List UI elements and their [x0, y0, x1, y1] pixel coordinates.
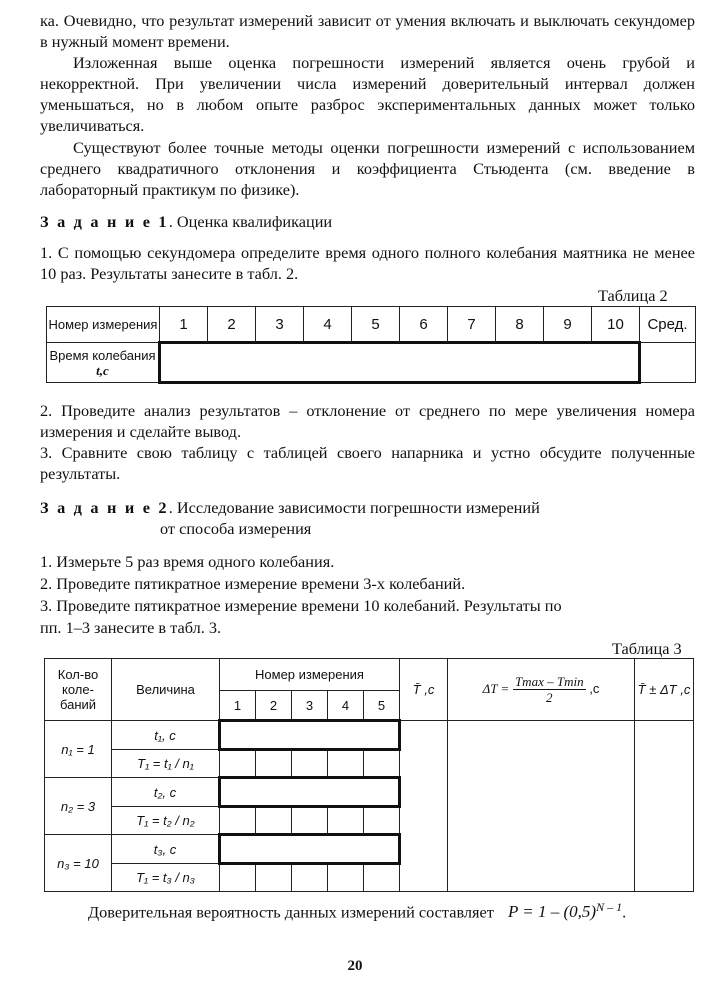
- table2-col: 8: [496, 307, 544, 343]
- table3-num: 4: [328, 691, 364, 721]
- page-number: 20: [347, 958, 363, 974]
- task1-heading: [40, 212, 332, 232]
- table3-row-t: t₃, с: [112, 835, 220, 864]
- table3-row-count: n₃ = 10: [45, 835, 112, 892]
- table3-header-mean: T̄ ,с: [400, 659, 448, 721]
- table3-row-count: n₁ = 1: [45, 721, 112, 778]
- table3-row-count: n₂ = 3: [45, 778, 112, 835]
- task2-title-line1: . Исследование зависимости погрешности измерений: [168, 498, 540, 517]
- table3-delta-cell: [448, 721, 635, 892]
- table3-num: 5: [364, 691, 400, 721]
- delta-numerator: Tmax – Tmin: [514, 674, 584, 689]
- confidence-text: Доверительная вероятность данных измерений составляет: [88, 902, 494, 922]
- table2-header-time: [47, 343, 160, 383]
- table3-row-t: t₂, с: [112, 778, 220, 807]
- delta-denominator: 2: [546, 690, 553, 705]
- delta-prefix: ΔT =: [482, 680, 510, 696]
- table-2: [46, 306, 696, 384]
- table3-num: 1: [220, 691, 256, 721]
- task1-step2: 2. Проведите анализ результатов – отклонение от среднего по мере увеличения номера измерения и сделайте вывод.: [40, 401, 695, 441]
- table2-caption: Таблица 2: [598, 286, 668, 305]
- confidence-formula: P = 1 – (0,5): [507, 902, 597, 922]
- table3-row-T: T₁ = t₃ / n₃: [112, 864, 220, 892]
- table2-time-cells: [160, 343, 640, 383]
- table3-num: 3: [292, 691, 328, 721]
- table3-result-cell: [635, 721, 694, 892]
- table3-row-cells: [220, 721, 400, 750]
- table2-col: 3: [256, 307, 304, 343]
- table2-header-number: Номер измерения: [47, 307, 160, 343]
- table3-header-delta: [448, 659, 635, 721]
- delta-suffix: ,с: [589, 680, 600, 696]
- paragraph-1: ка. Очевидно, что результат измерений зависит от умения включать и выключать секундомер в нужный момент времени.: [40, 11, 695, 51]
- task1-label: З а д а н и е 1: [40, 212, 169, 231]
- table2-avg-cell: [640, 343, 696, 383]
- task1-step1: 1. С помощью секундомера определите время одного полного колебания маятника не менее 10 раз. Результаты занесите в табл. 2.: [40, 243, 695, 283]
- table2-col: 4: [304, 307, 352, 343]
- table2-col: 9: [544, 307, 592, 343]
- table3-header-quantity: Величина: [112, 659, 220, 721]
- table3-header-count: Кол-во коле-баний: [45, 659, 112, 721]
- table3-row-T: T₁ = t₁ / n₁: [112, 750, 220, 778]
- task2-step3b: пп. 1–3 занесите в табл. 3.: [40, 618, 222, 637]
- paragraph-2: Изложенная выше оценка погрешности измерений является очень грубой и некорректной. При увеличении числа измерений доверительный интервал должен уменьшаться, но в любом опыте разброс экспериментальных данных может только увеличиваться.: [40, 53, 695, 135]
- task1-title: . Оценка квалификации: [168, 212, 333, 231]
- task2-label: З а д а н и е 2: [40, 498, 169, 517]
- table3-header-result: T̄ ± ΔT ,с: [635, 659, 694, 721]
- table2-col: 6: [400, 307, 448, 343]
- delta-fraction: [513, 674, 586, 705]
- table3-row-cells: [220, 778, 400, 807]
- table2-col: 10: [592, 307, 640, 343]
- task2-heading: [40, 498, 540, 518]
- table3-num: 2: [256, 691, 292, 721]
- table3-row-cells: [220, 835, 400, 864]
- task2-step3a: 3. Проведите пятикратное измерение времени 10 колебаний. Результаты по: [40, 596, 562, 615]
- table2-col: 7: [448, 307, 496, 343]
- task2-step2: 2. Проведите пятикратное измерение времени 3-х колебаний.: [40, 574, 466, 593]
- table2-col: 1: [160, 307, 208, 343]
- table3-caption: Таблица 3: [612, 639, 682, 658]
- table3-row-T: T₁ = t₂ / n₂: [112, 807, 220, 835]
- table2-col: 2: [208, 307, 256, 343]
- confidence-end: .: [622, 902, 627, 922]
- task2-title-line2: от способа измерения: [160, 519, 312, 538]
- confidence-line: [88, 900, 626, 922]
- table-3: [44, 658, 694, 892]
- task2-step1: 1. Измерьте 5 раз время одного колебания.: [40, 552, 335, 571]
- table2-time-unit: t,с: [96, 362, 109, 378]
- confidence-exponent: N – 1: [596, 900, 623, 914]
- table3-mean-cell: [400, 721, 448, 892]
- task1-step3: 3. Сравните свою таблицу с таблицей своего напарника и устно обсудите полученные результаты.: [40, 443, 695, 483]
- table3-header-number: Номер измерения: [220, 659, 400, 691]
- paragraph-3: Существуют более точные методы оценки погрешности измерений с использованием среднего квадратичного отклонения и коэффициента Стьюдента (см. введение в лабораторный практикум по физике).: [40, 138, 695, 199]
- table2-avg: Сред.: [640, 307, 696, 343]
- table2-col: 5: [352, 307, 400, 343]
- table3-row-t: t₁, с: [112, 721, 220, 750]
- table2-time-label: Время колебания: [49, 347, 156, 363]
